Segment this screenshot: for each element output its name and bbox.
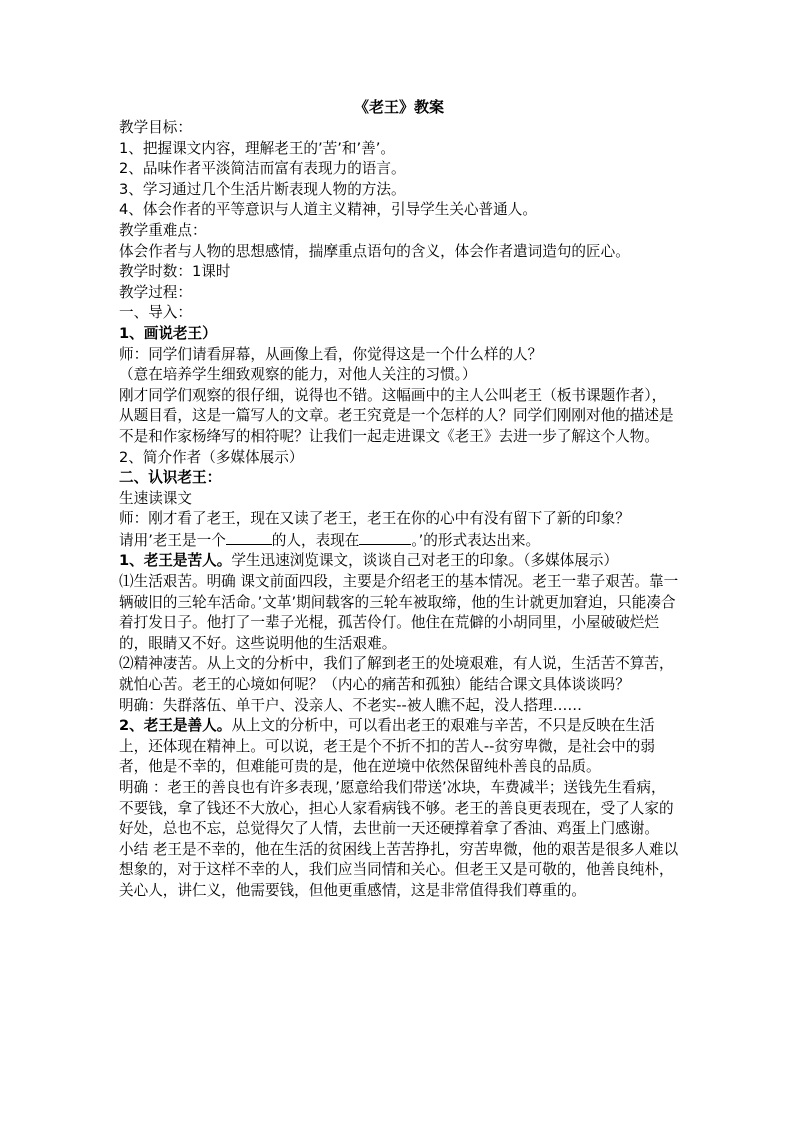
point-label: 2、老王是善人。 — [119, 717, 232, 735]
clarification: 明确：失群落伍、单干户、没亲人、不老实--被人瞧不起，没人搭理…… — [119, 696, 582, 714]
section-heading: 二、认识老王： — [119, 469, 222, 487]
intent-note: （意在培养学生细致观察的能力，对他人关注的习惯。） — [119, 366, 477, 384]
intro-heading: 一、导入： — [119, 304, 192, 322]
process-heading: 教学过程： — [119, 283, 192, 301]
intro-sub-heading: 1、画说老王） — [119, 324, 217, 342]
point-two — [119, 716, 679, 778]
prompt-part: 。’的形式表达出来。 — [411, 531, 541, 549]
objectives-heading: 教学目标： — [119, 119, 192, 136]
point-label: 1、老王是苦人。 — [119, 552, 232, 570]
intro-paragraph: 刚才同学们观察的很仔细，说得也不错。这幅画中的主人公叫老王（板书课题作者），从题目看，这是一篇写人的文章。老王究竟是一个怎样的人？同学们刚刚对他的描述是不是和作家杨绛写的相符呢？让我们一起走进课文《老王》去进一步了解这个人物。 — [119, 386, 674, 445]
focus-heading: 教学重难点： — [119, 221, 207, 239]
teaching-hours: 教学时数：1课时 — [119, 263, 231, 281]
objective-item: 1、把握课文内容，理解老王的’苦’和’善’。 — [119, 139, 395, 157]
teacher-question: 师：同学们请看屏幕，从画像上看，你觉得这是一个什么样的人？ — [119, 345, 543, 363]
objective-item: 3、学习通过几个生活片断表现人物的方法。 — [119, 180, 406, 198]
page-title: 《老王》教案 — [353, 98, 444, 116]
objective-item: 2、品味作者平淡简洁而富有表现力的语言。 — [119, 160, 406, 178]
document-page — [119, 97, 679, 902]
spiritual-hardship: ⑵精神凄苦。从上文的分析中，我们了解到老王的处境艰难，有人说，生活苦不算苦，就怕心苦。老王的心境如何呢？（内心的痛苦和孤独）能结合课文具体谈谈吗？ — [119, 655, 674, 694]
point-one — [119, 551, 679, 572]
reading-instruction: 生速读课文 — [119, 489, 192, 507]
teacher-question: 师：刚才看了老王，现在又读了老王，老王在你的心中有没有留下了新的印象？ — [119, 510, 630, 528]
fill-in-prompt — [119, 530, 679, 552]
prompt-part: 的人，表现在 — [271, 531, 360, 549]
objective-item: 4、体会作者的平等意识与人道主义精神，引导学生关心普通人。 — [119, 201, 537, 219]
life-hardship: ⑴生活艰苦。明确 课文前面四段，主要是介绍老王的基本情况。老王一辈子艰苦。靠一辆破旧的三轮车活命。’文革’期间载客的三轮车被取缔，他的生计就更加窘迫，只能凑合着打发日子。他打了一辈子光棍，孤苦伶仃。他住在荒僻的小胡同里，小屋破破烂烂的，眼睛又不好。这些说明他的生活艰难。 — [119, 573, 679, 652]
author-intro: 2、简介作者（多媒体展示） — [119, 448, 304, 466]
point-text: 从上文的分析中，可以看出老王的艰难与辛苦，不只是反映在生活上，还体现在精神上。可以说，老王是个不折不扣的苦人--贫穷卑微，是社会中的弱者，他是不幸的，但难能可贵的是，他在逆境中依然保留纯朴善良的品质。 — [119, 717, 655, 776]
fill-blank — [226, 530, 272, 545]
summary: 小结 老王是不幸的，他在生活的贫困线上苦苦挣扎，穷苦卑微，他的艰苦是很多人难以想象的，对于这样不幸的人，我们应当同情和关心。但老王又是可敬的，他善良纯朴，关心人，讲仁义，他需要钱，但他更重感情，这是非常值得我们尊重的。 — [119, 840, 679, 899]
fill-blank — [359, 530, 411, 545]
prompt-part: 请用’老王是一个 — [119, 531, 226, 549]
focus-text: 体会作者与人物的思想感情，揣摩重点语句的含义，体会作者遣词造句的匠心。 — [119, 242, 630, 260]
point-text: 学生迅速浏览课文，谈谈自己对老王的印象。（多媒体展示） — [231, 552, 619, 570]
clarification: 明确 ：老王的善良也有许多表现，’愿意给我们带送’冰块，车费减半；送钱先生看病，不要钱，拿了钱还不大放心，担心人家看病钱不够。老王的善良更表现在，受了人家的好处，总也不忘，总觉得欠了人情，去世前一天还硬撑着拿了香油、鸡蛋上门感谢。 — [119, 779, 674, 838]
